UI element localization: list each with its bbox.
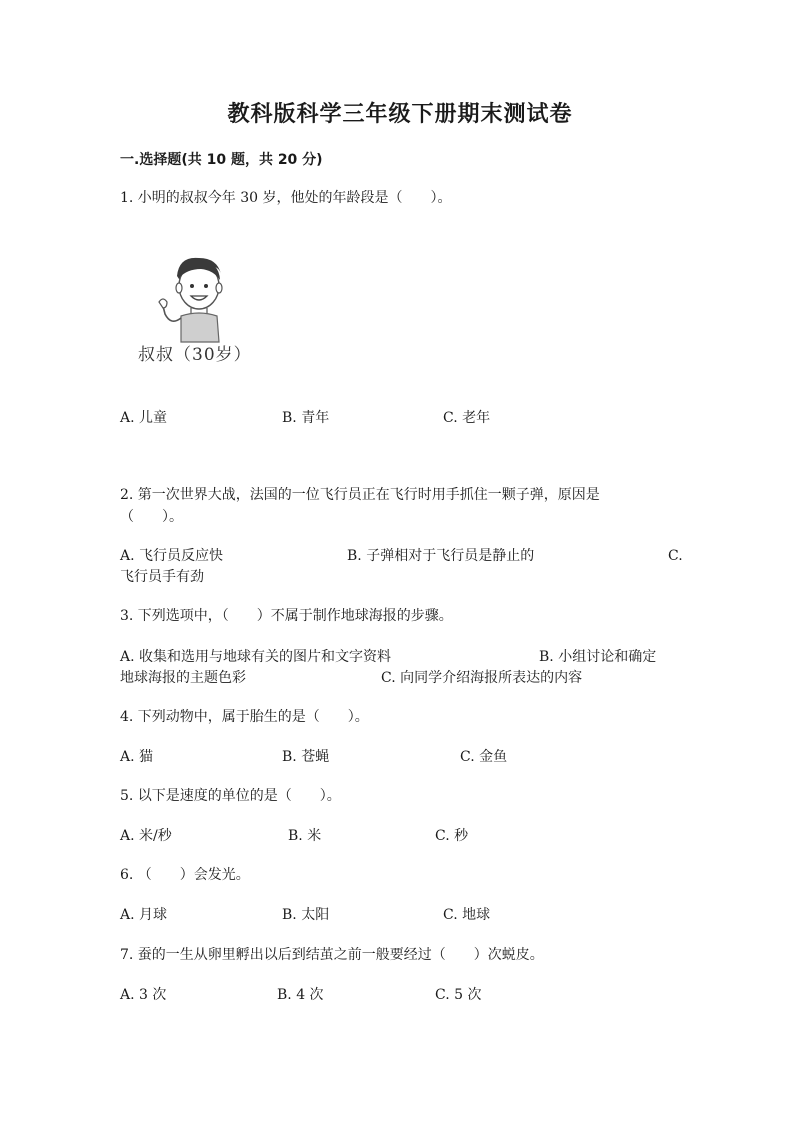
question-7-text: 7. 蚕的一生从卵里孵出以后到结茧之前一般要经过（ ）次蜕皮。: [120, 947, 544, 963]
q7-option-c[interactable]: C. 5 次: [435, 987, 482, 1003]
q6-option-c[interactable]: C. 地球: [443, 907, 491, 923]
q2-option-c-cont[interactable]: 飞行员手有劲: [120, 569, 204, 585]
section-heading: 一.选择题(共 10 题，共 20 分): [120, 152, 323, 168]
q5-option-a[interactable]: A. 米/秒: [120, 828, 172, 844]
question-5-text: 5. 以下是速度的单位的是（ ）。: [120, 788, 341, 804]
question-3-text: 3. 下列选项中，（ ）不属于制作地球海报的步骤。: [120, 608, 453, 624]
q2-option-c[interactable]: C.: [668, 548, 683, 564]
question-2-text: 2. 第一次世界大战，法国的一位飞行员正在飞行时用手抓住一颗子弹，原因是: [120, 487, 600, 503]
q7-option-a[interactable]: A. 3 次: [120, 987, 167, 1003]
q1-option-a[interactable]: A. 儿童: [120, 410, 168, 426]
q4-option-c[interactable]: C. 金鱼: [460, 749, 508, 765]
illustration-caption: 叔叔（30岁）: [138, 345, 252, 365]
q3-option-c[interactable]: C. 向同学介绍海报所表达的内容: [381, 670, 583, 686]
question-4-text: 4. 下列动物中，属于胎生的是（ ）。: [120, 709, 369, 725]
q5-option-c[interactable]: C. 秒: [435, 828, 469, 844]
q2-option-b[interactable]: B. 子弹相对于飞行员是静止的: [347, 548, 535, 564]
page-title: 教科版科学三年级下册期末测试卷: [227, 102, 573, 127]
q4-option-a[interactable]: A. 猫: [120, 749, 154, 765]
q5-option-b[interactable]: B. 米: [288, 828, 322, 844]
question-2-text-cont: （ ）。: [120, 509, 183, 525]
q3-option-b[interactable]: B. 小组讨论和确定: [539, 649, 657, 665]
q3-option-a[interactable]: A. 收集和选用与地球有关的图片和文字资料: [120, 649, 392, 665]
question-6-text: 6. （ ）会发光。: [120, 867, 250, 883]
question-1-text: 1. 小明的叔叔今年 30 岁，他处的年龄段是（ ）。: [120, 190, 452, 206]
q7-option-b[interactable]: B. 4 次: [277, 987, 324, 1003]
q2-option-a[interactable]: A. 飞行员反应快: [120, 548, 224, 564]
q6-option-a[interactable]: A. 月球: [120, 907, 168, 923]
q6-option-b[interactable]: B. 太阳: [282, 907, 330, 923]
q1-option-c[interactable]: C. 老年: [443, 410, 491, 426]
q4-option-b[interactable]: B. 苍蝇: [282, 749, 330, 765]
q1-option-b[interactable]: B. 青年: [282, 410, 330, 426]
q3-option-b-cont[interactable]: 地球海报的主题色彩: [120, 670, 246, 686]
